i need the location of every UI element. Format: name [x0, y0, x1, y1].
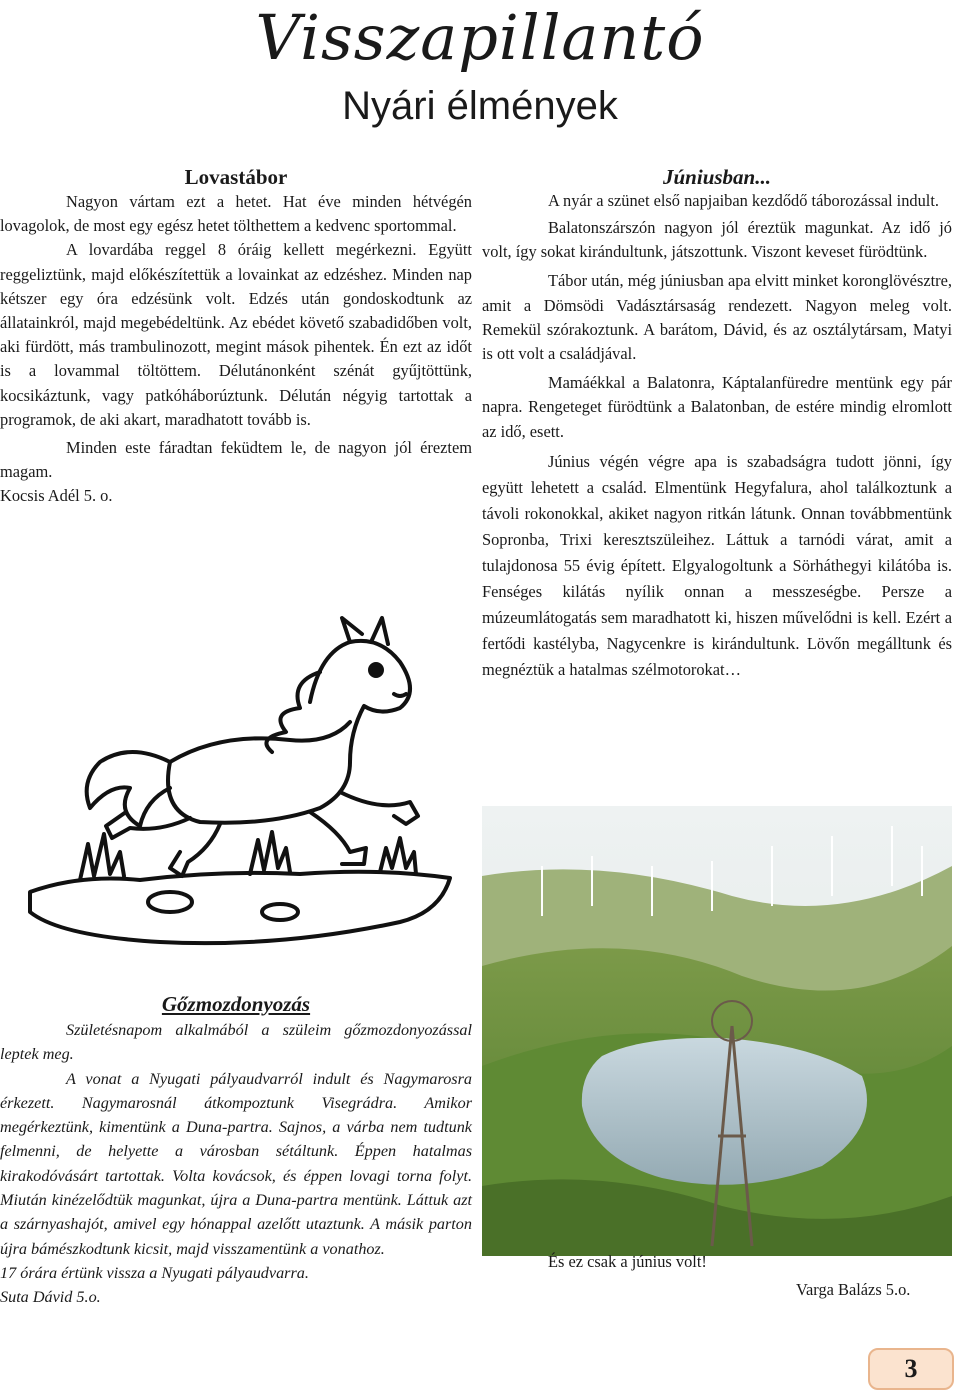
article-juniusban	[482, 164, 952, 683]
page-title: Visszapillantó	[255, 1, 705, 74]
paragraph: Mamáékkal a Balatonra, Káptalanfüredre mentünk egy pár napra. Rengeteget fürödtünk a Balatonban, de estére mindig elromlott az idő, esett.	[482, 373, 952, 441]
paragraph: Június végén végre apa is szabadságra tudott jönni, így együtt lehetett a család. Elmentünk Hegyfalura, ahol találkoztunk a távoli rokonokkal, akiket nagyon ritkán látunk. Onnan továbbmentünk Sopronba, Trixi keresztszüleihez. Láttuk a tarnódi várat, amit a tulajdonosa 55 évig épített. Elgyalogoltunk a Sörháthegyi kilátóba is. Fenséges kilátás nyílik onnan a messzeségbe. Persze a múzeumlátogatás sem maradhatott ki, hiszen művelődni is kell. Ezért a fertődi kastélyba, Nagycenkre is kirándultunk. Lövőn megálltunk és megnéztük a hatalmas szélmotorokat…	[482, 451, 952, 679]
paragraph: A vonat a Nyugati pályaudvarról indult és Nagymarosra érkezett. Nagymarosnál átkompoztunk Visegrádra. Amikor megérkeztünk, kimentünk a Duna-partra. Sajnos, a várba nem tudtunk felmenni, de helyette a városban sétáltunk. Éppen hatalmas kirakodóvásárt tartottak. Volta kovácsok, és éppen lovagi torna folyt. Miután kinézelődtük magunkat, újra a Duna-partra mentünk. Láttuk azt a szárnyashajót, amivel egy hónappal azelőtt utaztunk. A másik parton újra bámészkodtunk kicsit, majd visszamentünk a vonathoz.	[0, 1069, 472, 1258]
page-subtitle: Nyári élmények	[342, 84, 618, 128]
paragraph: A nyár a szünet első napjaiban kezdődő táborozással indult.	[548, 191, 939, 210]
horse-illustration	[20, 612, 460, 962]
author: Kocsis Adél 5. o.	[0, 486, 113, 506]
paragraph: Balatonszárszón nagyon jól éreztük magunkat. Az idő jó volt, így sokat kirándultunk, játszottunk. Viszont keveset fürödtünk.	[482, 218, 952, 262]
article-lovastabor	[0, 164, 472, 509]
paragraph: Születésnapom alkalmából a szüleim gőzmozdonyozással leptek meg.	[0, 1021, 472, 1064]
article-heading: Júniusban...	[663, 165, 771, 189]
paragraph: Tábor után, még júniusban apa elvitt minket koronglövésztre, amit a Dömsödi Vadásztársaság rendezett. Nagyon meleg volt. Remekül szórakoztunk. A barátom, Dávid, és az osztálytársam, Matyi is ott volt a családjával.	[482, 271, 952, 364]
author: Suta Dávid 5.o.	[0, 1288, 101, 1307]
paragraph: A lovardába reggel 8 óráig kellett megérkezni. Együtt reggeliztünk, majd előkészítettük a lovainkat az edzéshez. Minden nap kétszer egy óra edzésünk volt. Edzés után gondoskodtunk az állatainkról, majd megebédeltünk. Az ebédet követő szabadidőben volt, aki fürdött, más trambulinozott, megint mások pihentek. Én ezt az időt is a lovammal töltöttem. Délutánonként szénát gyűjtöttünk, kocsikáztunk, vagy patkóháborúztunk. Délután négyig tartottak a programok, de aki akart, maradhatott tovább is.	[0, 240, 472, 429]
landscape-photo	[482, 806, 952, 1256]
author: Varga Balázs 5.o.	[796, 1280, 911, 1299]
article-heading: Lovastábor	[184, 165, 288, 189]
paragraph: 17 órára értünk vissza a Nyugati pályaudvarra.	[0, 1263, 309, 1282]
closing-line: És ez csak a június volt!	[548, 1252, 707, 1271]
paragraph: Minden este fáradtan feküdtem le, de nagyon jól éreztem magam.	[0, 438, 472, 482]
article-gozmozdonyozas	[0, 990, 472, 1310]
paragraph: Nagyon vártam ezt a hetet. Hat éve minden hétvégén lovagolok, de most egy egész hetet tölthettem a kedvenc sportommal.	[0, 192, 472, 236]
article-heading: Gőzmozdonyozás	[161, 992, 311, 1016]
page-number-badge: 3	[868, 1348, 954, 1390]
